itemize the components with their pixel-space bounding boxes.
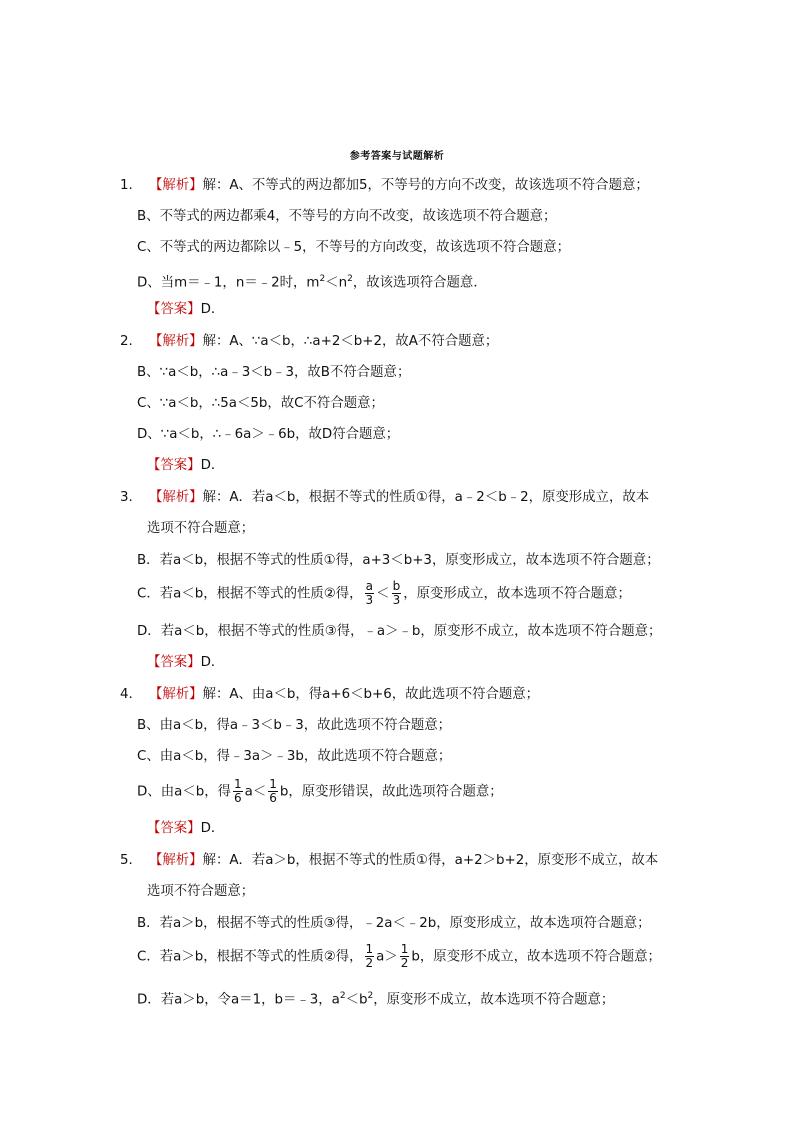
- q3-number: 3.: [120, 490, 133, 505]
- q2-option-c: C、∵a＜b，∴5a＜5b，故C不符合题意；: [137, 396, 384, 411]
- q3-line-a-cont: 选项不符合题意；: [147, 521, 255, 536]
- analysis-label: 【解析】: [149, 178, 203, 193]
- q3-line-a: 3. 【解析】解：A．若a＜b，根据不等式的性质①得，a﹣2＜b﹣2，原变形成立，故本: [120, 488, 649, 508]
- q4-answer: 【答案】D．: [147, 821, 225, 836]
- q2-line-a: 2. 【解析】解：A、∵a＜b，∴a+2＜b+2，故A不符合题意；: [120, 332, 498, 352]
- q5-number: 5.: [120, 853, 133, 868]
- q4-number: 4.: [120, 687, 133, 702]
- q2-number: 2.: [120, 334, 133, 349]
- q1-answer: 【答案】D．: [147, 302, 225, 317]
- q4-option-c: C、由a＜b，得﹣3a＞﹣3b，故此选项不符合题意；: [137, 749, 452, 764]
- q5-line-a: 5. 【解析】解：A．若a＞b，根据不等式的性质①得，a+2＞b+2，原变形不成立，故本: [120, 851, 658, 871]
- q1-option-c: C、不等式的两边都除以﹣5，不等号的方向改变，故该选项不符合题意；: [137, 240, 570, 255]
- q2-option-b: B、∵a＜b，∴a﹣3＜b﹣3，故B不符合题意；: [137, 365, 411, 380]
- q3-option-d: D．若a＜b，根据不等式的性质③得，﹣a＞﹣b，原变形不成立，故本选项不符合题意；: [137, 624, 662, 639]
- q5-option-d: D．若a＞b，令a＝1，b＝﹣3，$a^2<b^2$，原变形不成立，故本选项不符合题意；: [137, 991, 615, 1008]
- fraction-1-over-2: $\frac{1}{2}$: [365, 942, 374, 970]
- q5-option-b: B．若a＞b，根据不等式的性质③得，﹣2a＜﹣2b，原变形成立，故本选项符合题意；: [137, 916, 651, 931]
- q3-option-b: B．若a＜b，根据不等式的性质①得，a+3＜b+3，原变形成立，故本选项不符合题意；: [137, 553, 660, 568]
- q4-line-a: 4. 【解析】解：A、由a＜b，得a+6＜b+6，故此选项不符合题意；: [120, 685, 539, 705]
- answer-label: 【答案】: [147, 302, 201, 317]
- fraction-b-over-3: $\frac{b}{3}$: [392, 579, 401, 607]
- q1-option-a: 解：A、不等式的两边都加5，不等号的方向不改变，故该选项不符合题意；: [202, 178, 649, 193]
- fraction-a-over-3: $\frac{a}{3}$: [365, 579, 374, 607]
- q3-option-c: C．若a＜b，根据不等式的性质②得， $\frac{a}{3}$ ＜ $\frac{b}{3}$ ，原变形成立，故本选项不符合题意；: [137, 579, 631, 607]
- q2-answer: 【答案】D．: [147, 458, 225, 473]
- q2-option-d: D、∵a＜b，∴﹣6a＞﹣6b，故D符合题意；: [137, 427, 400, 442]
- q3-answer: 【答案】D．: [147, 655, 225, 670]
- q4-option-d: D、由a＜b，得 $\frac{1}{6}$ a＜ $\frac{1}{6}$ b，原变形错误，故此选项符合题意；: [137, 777, 503, 805]
- fraction-1-over-6: $\frac{1}{6}$: [233, 777, 242, 805]
- q5-option-c: C．若a＞b，根据不等式的性质②得， $\frac{1}{2}$ a＞ $\frac{1}{2}$ b，原变形不成立，故本选项不符合题意；: [137, 942, 661, 970]
- q5-line-a-cont: 选项不符合题意；: [147, 884, 255, 899]
- q1-option-d: D、当m＝﹣1，n＝﹣2时，$m^2<n^2$，故该选项符合题意．: [137, 274, 487, 291]
- fraction-1-over-2: $\frac{1}{2}$: [400, 942, 409, 970]
- page-title: 参考答案与试题解析: [349, 151, 445, 162]
- q4-option-b: B、由a＜b，得a﹣3＜b﹣3，故此选项不符合题意；: [137, 718, 452, 733]
- q1-line-a: [120, 176, 649, 196]
- q1-option-b: B、不等式的两边都乘4，不等号的方向不改变，故该选项不符合题意；: [137, 209, 557, 224]
- q1-number: 1.: [120, 178, 133, 193]
- fraction-1-over-6: $\frac{1}{6}$: [269, 777, 277, 805]
